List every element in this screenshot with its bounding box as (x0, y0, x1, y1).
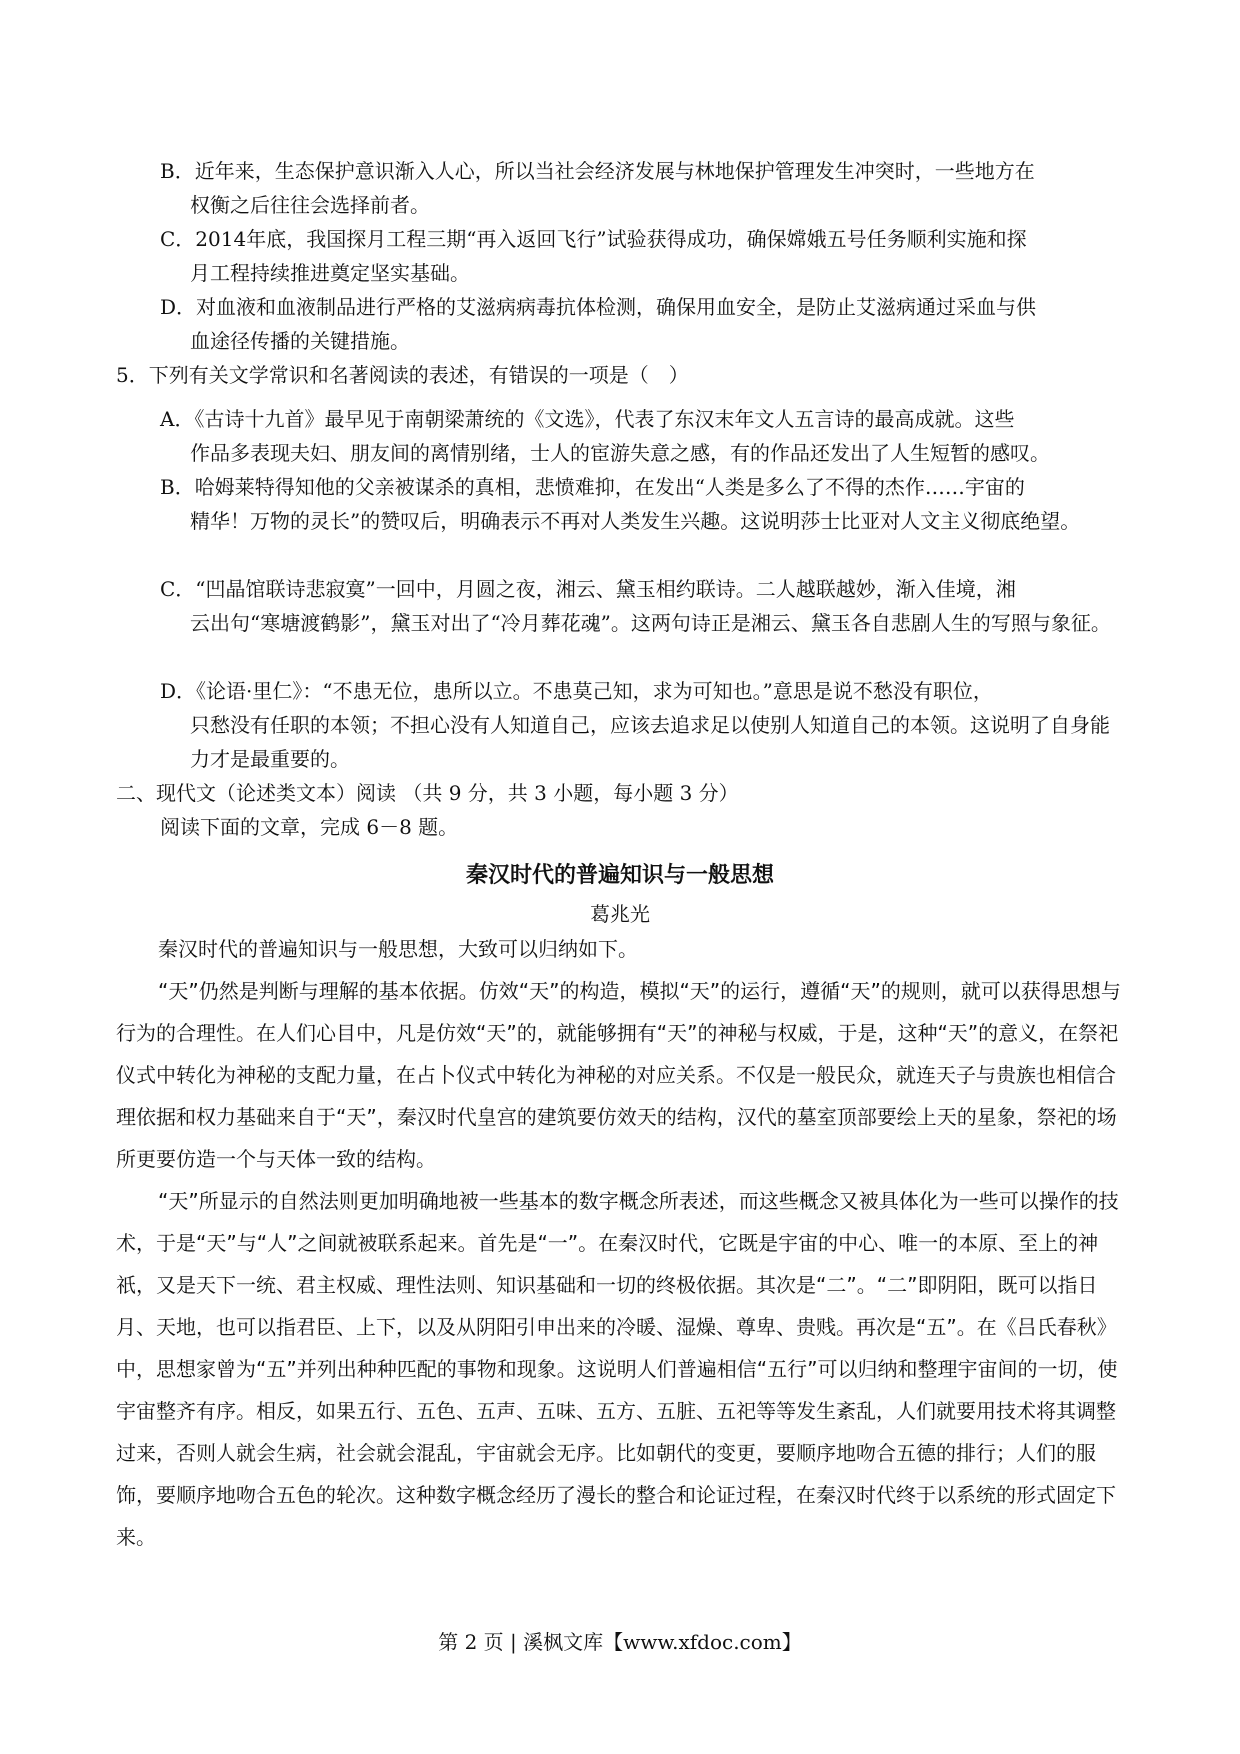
option-line: A．《古诗十九首》最早见于南朝梁萧统的《文选》，代表了东汉末年文人五言诗的最高成就。这些 (160, 407, 1015, 431)
option-continuation: 权衡之后往往会选择前者。 (190, 193, 430, 217)
q5-option-c (160, 572, 1120, 640)
article-paragraph: 秦汉时代的普遍知识与一般思想，大致可以归纳如下。 (158, 937, 638, 961)
question-5-stem: 5．下列有关文学常识和名著阅读的表述，有错误的一项是（ ） (116, 363, 689, 387)
option-continuation: 作品多表现夫妇、朋友间的离情别绪，士人的宦游失意之感，有的作品还发出了人生短暂的感叹。 (190, 441, 1050, 465)
article-paragraph: “天”所显示的自然法则更加明确地被一些基本的数字概念所表述，而这些概念又被具体化为一些可以操作的技术，于是“天”与“人”之间就被联系起来。首先是“一”。在秦汉时代，它既是宇宙的中心、唯一的本原、至上的神祇，又是天下一统、君主权威、理性法则、知识基础和一切的终极依据。其次是“二”。“二”即阴阳，既可以指日月、天地，也可以指君臣、上下，以及从阴阳引申出来的冷暖、湿燥、尊卑、贵贱。再次是“五”。在《吕氏春秋》中，思想家曾为“五”并列出种种匹配的事物和现象。这说明人们普遍相信“五行”可以归纳和整理宇宙间的一切，使宇宙整齐有序。相反，如果五行、五色、五声、五味、五方、五脏、五祀等等发生紊乱，人们就要用技术将其调整过来，否则人就会生病，社会就会混乱，宇宙就会无序。比如朝代的变更，要顺序地吻合五德的排行；人们的服饰，要顺序地吻合五色的轮次。这种数字概念经历了漫长的整合和论证过程，在秦汉时代终于以系统的形式固定下来。 (116, 1189, 1119, 1549)
q5-option-a (160, 402, 1120, 470)
option-continuation: 云出句“寒塘渡鹤影”，黛玉对出了“冷月葬花魂”。这两句诗正是湘云、黛玉各自悲剧人生的写照与象征。 (190, 611, 1111, 635)
option-line: C．2014年底，我国探月工程三期“再入返回飞行”试验获得成功，确保嫦娥五号任务顺利实施和探 (160, 227, 1027, 251)
article-body (116, 928, 1126, 1558)
article-paragraph: “天”仍然是判断与理解的基本依据。仿效“天”的构造，模拟“天”的运行，遵循“天”的规则，就可以获得思想与行为的合理性。在人们心目中，凡是仿效“天”的，就能够拥有“天”的神秘与权威，于是，这种“天”的意义，在祭祀仪式中转化为神秘的支配力量，在占卜仪式中转化为神秘的对应关系。不仅是一般民众，就连天子与贵族也相信合理依据和权力基础来自于“天”，秦汉时代皇宫的建筑要仿效天的结构，汉代的墓室顶部要绘上天的星象，祭祀的场所更要仿造一个与天体一致的结构。 (116, 979, 1121, 1171)
q5-option-d (160, 674, 1120, 776)
option-continuation: 血途径传播的关键措施。 (190, 329, 410, 353)
article-author: 葛兆光 (590, 902, 650, 926)
q4-option-b (160, 154, 1120, 222)
option-continuation: 只愁没有任职的本领；不担心没有人知道自己，应该去追求足以使别人知道自己的本领。这说明了自身能力才是最重要的。 (190, 713, 1110, 771)
q5-option-b (160, 470, 1120, 538)
option-line: B．近年来，生态保护意识渐入人心，所以当社会经济发展与林地保护管理发生冲突时，一些地方在 (160, 159, 1035, 183)
option-line: C．“凹晶馆联诗悲寂寞”一回中，月圆之夜，湘云、黛玉相约联诗。二人越联越妙，渐入佳境，湘 (160, 577, 1016, 601)
option-line: D．对血液和血液制品进行严格的艾滋病病毒抗体检测，确保用血安全，是防止艾滋病通过采血与供 (160, 295, 1037, 319)
option-line: B．哈姆莱特得知他的父亲被谋杀的真相，悲愤难抑，在发出“人类是多么了不得的杰作……宇宙的 (160, 475, 1025, 499)
section-heading: 二、现代文（论述类文本）阅读 （共 9 分，共 3 小题，每小题 3 分） (116, 781, 739, 805)
option-continuation: 月工程持续推进奠定坚实基础。 (190, 261, 470, 285)
option-line: D．《论语·里仁》：“不患无位，患所以立。不患莫己知，求为可知也。”意思是说不愁没有职位， (160, 679, 993, 703)
page-footer: 第 2 页 | 溪枫文库【www.xfdoc.com】 (438, 1630, 802, 1654)
q4-option-c (160, 222, 1120, 290)
section-instruction: 阅读下面的文章，完成 6－8 题。 (160, 815, 459, 839)
article-title: 秦汉时代的普遍知识与一般思想 (465, 863, 774, 888)
q4-option-d (160, 290, 1120, 358)
option-continuation: 精华！万物的灵长”的赞叹后，明确表示不再对人类发生兴趣。这说明莎士比亚对人文主义彻底绝望。 (190, 509, 1081, 533)
